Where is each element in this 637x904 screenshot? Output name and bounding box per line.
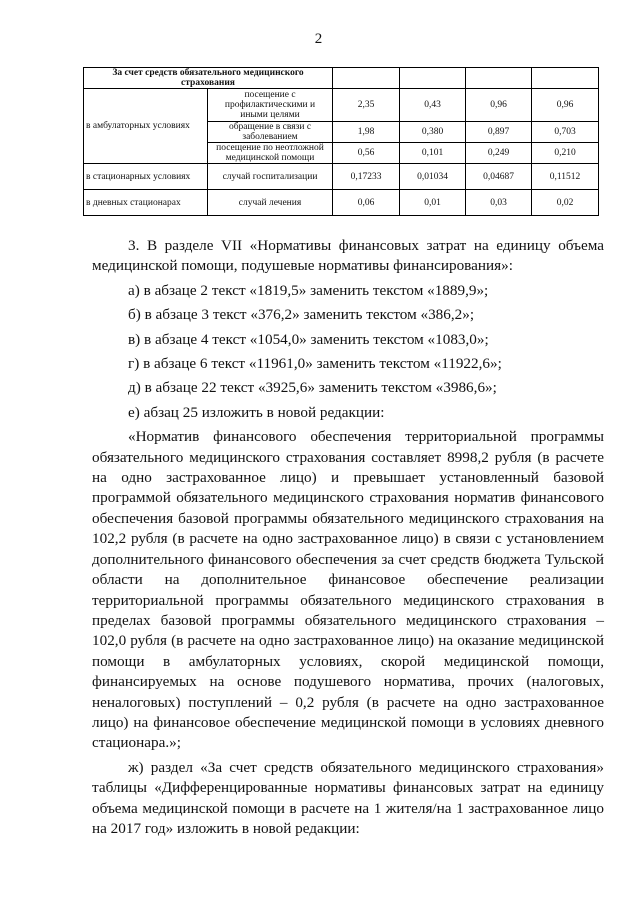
unit-cell: посещение с профилактическими и иными целями: [208, 89, 333, 122]
value-cell: 1,98: [333, 122, 400, 143]
document-body: [92, 236, 604, 839]
table-row: [84, 164, 599, 190]
paragraph-item-v: в) в абзаце 4 текст «1054,0» заменить текстом «1083,0»;: [128, 330, 489, 348]
value-cell: 0,03: [466, 190, 532, 216]
table-section-header: За счет средств обязательного медицинского страхования: [84, 68, 333, 89]
norms-table: [83, 67, 599, 216]
paragraph-item-b: б) в абзаце 3 текст «376,2» заменить текстом «386,2»;: [128, 306, 475, 324]
page-number: 2: [314, 31, 323, 47]
paragraph-item-zh: ж) раздел «За счет средств обязательного медицинского страхования» таблицы «Дифференцированные нормативы финансовых затрат на единицу объема медицинской помощи в расчете на 1 жителя/на 1 застрахованное лицо на 2017 год» изложить в новой редакции:: [92, 758, 604, 837]
paragraph-item-d: д) в абзаце 22 текст «3925,6» заменить текстом «3986,6»;: [128, 379, 497, 397]
paragraph-item-e: е) абзац 25 изложить в новой редакции:: [128, 403, 385, 421]
paragraph-item-g: г) в абзаце 6 текст «11961,0» заменить текстом «11922,6»;: [128, 355, 502, 373]
value-cell: 0,01: [400, 190, 466, 216]
table-header-row: [84, 68, 599, 89]
condition-cell: в амбулаторных условиях: [84, 89, 208, 164]
value-cell: 0,210: [532, 143, 599, 164]
quoted-paragraph: «Норматив финансового обеспечения территориальной программы обязательного медицинского страхования составляет 8998,2 рубля (в расчете на одно застрахованное лицо) и превышает установленный базовой программой обязательного медицинского страхования норматив финансового обеспечения базовой программы обязательного медицинского страхования на 102,2 рубля (в расчете на одно застрахованное лицо) в связи с установлением дополнительного финансового обеспечения за счет средств бюджета Тульской области на дополнительное финансовое обеспечение реализации территориальной программы обязательного медицинского страхования в пределах базовой программы обязательного медицинского страхования – 102,0 рубля (в расчете на одно застрахованное лицо) на оказание медицинской помощи в амбулаторных условиях, скорой медицинской помощи, финансируемых на основе подушевого норматива, прочих (налоговых, неналоговых) поступлений – 0,2 рубля (в расчете на одно застрахованное лицо) на финансовое обеспечение медицинской помощи в условиях дневного стационара.»;: [92, 428, 604, 752]
unit-cell: случай госпитализации: [208, 164, 333, 190]
value-cell: 0,01034: [400, 164, 466, 190]
value-cell: 0,96: [532, 89, 599, 122]
value-cell: 0,703: [532, 122, 599, 143]
value-cell: 0,11512: [532, 164, 599, 190]
table-row: [84, 190, 599, 216]
condition-cell: в стационарных условиях: [84, 164, 208, 190]
value-cell: 0,101: [400, 143, 466, 164]
value-cell: 0,897: [466, 122, 532, 143]
value-cell: 0,380: [400, 122, 466, 143]
unit-cell: посещение по неотложной медицинской помощи: [208, 143, 333, 164]
unit-cell: случай лечения: [208, 190, 333, 216]
value-cell: 0,96: [466, 89, 532, 122]
value-cell: 0,04687: [466, 164, 532, 190]
value-cell: 0,249: [466, 143, 532, 164]
condition-cell: в дневных стационарах: [84, 190, 208, 216]
value-cell: 0,06: [333, 190, 400, 216]
value-cell: 0,17233: [333, 164, 400, 190]
value-cell: 0,43: [400, 89, 466, 122]
value-cell: 2,35: [333, 89, 400, 122]
table-row: [84, 89, 599, 122]
paragraph-item-a: а) в абзаце 2 текст «1819,5» заменить текстом «1889,9»;: [128, 281, 489, 299]
unit-cell: обращение в связи с заболеванием: [208, 122, 333, 143]
paragraph-section-3: 3. В разделе VII «Нормативы финансовых затрат на единицу объема медицинской помощи, подушевые нормативы финансирования»:: [92, 237, 604, 275]
value-cell: 0,56: [333, 143, 400, 164]
value-cell: 0,02: [532, 190, 599, 216]
